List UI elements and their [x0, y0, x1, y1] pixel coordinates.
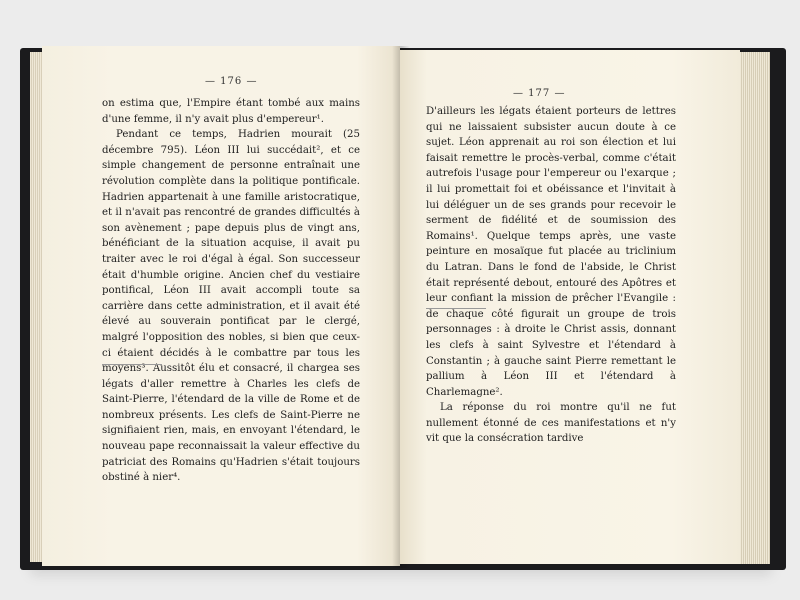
- left-page: [42, 46, 400, 566]
- right-page-body: [426, 104, 676, 447]
- right-paragraph-2: La réponse du roi montre qu'il ne fut nullement étonné de ces manifestations et n'y vit que la consécration tardive: [426, 402, 676, 445]
- right-page: [400, 50, 740, 564]
- right-footnote-rule: [426, 308, 486, 309]
- left-paragraph-2: Pendant ce temps, Hadrien mourait (25 décembre 795). Léon III lui succédait², et ce simple changement de personne entraînait une révolution complète dans la politique pontificale. Hadrien appartenait à une famille aristocratique, et il n'avait pas rencontré de grandes difficultés à son avènement ; pape depuis plus de vingt ans, bénéficiant de la situation acquise, il avait pu traiter avec le roi d'égal à égal. Son successeur était d'humble origine. Ancien chef du vestiaire pontifical, Léon III avait accompli toute sa carrière dans cette administration, et il avait été élevé au souverain pontificat par le clergé, malgré l'opposition des nobles, si bien que ceux-ci étaient décidés à le combattre par tous les moyens³. Aussitôt élu et consacré, il chargea ses légats d'aller remettre à Charles les clefs de Saint-Pierre, l'étendard de la ville de Rome et de nombreux présents. Les clefs de Saint-Pierre ne signifiaient rien, mais, en envoyant l'étendard, le nouveau pape reconnaissait la valeur effective du patriciat des Romains qu'Hadrien s'était toujours obstiné à nier⁴.: [102, 129, 360, 484]
- right-page-number: — 177 —: [513, 88, 566, 99]
- right-paragraph-1: D'ailleurs les légats étaient porteurs de lettres qui ne laissaient subsister aucun doute à ce sujet. Léon apprenait au roi son élection et lui faisait remettre le procès-verbal, comme c'était autrefois l'usage pour l'empereur ou l'exarque ; il lui promettait foi et obéissance et l'invitait à lui déléguer un de ses grands pour recevoir le serment de fidélité et de soumission des Romains¹. Quelque temps après, une vaste peinture en mosaïque fut placée au triclinium du Latran. Dans le fond de l'abside, le Christ était représenté debout, entouré des Apôtres et leur confiant la mission de prêcher l'Evangile : de chaque côté figurait un groupe de trois personnages : à droite le Christ assis, donnant les clefs à saint Sylvestre et l'étendard à Constantin ; à gauche saint Pierre remettant le pallium à Léon III et l'étendard à Charlemagne².: [426, 106, 676, 398]
- left-page-number: — 176 —: [205, 76, 258, 87]
- page-edges-right: [738, 52, 770, 564]
- left-footnote-rule: [102, 364, 162, 365]
- left-page-body: [102, 96, 360, 486]
- left-paragraph-1: on estima que, l'Empire étant tombé aux mains d'une femme, il n'y avait plus d'empereur¹.: [102, 98, 360, 125]
